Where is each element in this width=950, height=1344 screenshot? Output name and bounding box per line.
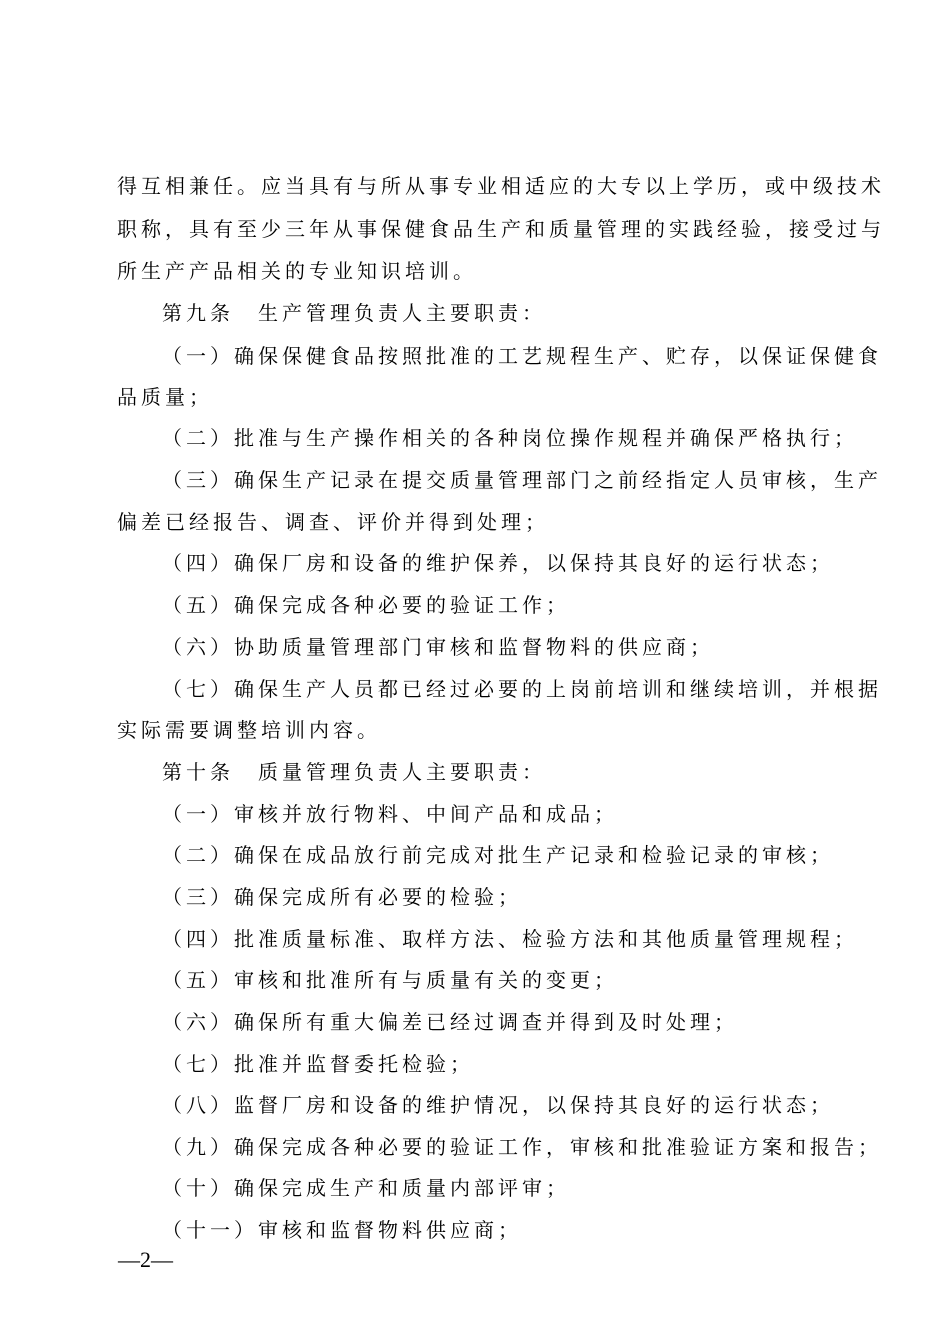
text-line: （六）协助质量管理部门审核和监督物料的供应商； [162, 635, 714, 659]
text-line: （一）审核并放行物料、中间产品和成品； [162, 802, 618, 826]
text-line: 得互相兼任。应当具有与所从事专业相适应的大专以上学历，或中级技术 [117, 174, 885, 198]
text-line: （二）确保在成品放行前完成对批生产记录和检验记录的审核； [162, 843, 834, 867]
text-line: 品质量； [117, 385, 213, 409]
text-line: 职称，具有至少三年从事保健食品生产和质量管理的实践经验，接受过与 [117, 217, 885, 241]
text-line: 所生产产品相关的专业知识培训。 [117, 259, 477, 283]
text-line: （八）监督厂房和设备的维护情况，以保持其良好的运行状态； [162, 1093, 834, 1117]
text-line: （三）确保生产记录在提交质量管理部门之前经指定人员审核，生产 [162, 468, 882, 492]
text-line: （七）批准并监督委托检验； [162, 1052, 474, 1076]
page-number: —2— [118, 1247, 173, 1272]
text-line: （三）确保完成所有必要的检验； [162, 885, 522, 909]
article-heading: 第九条 生产管理负责人主要职责： [162, 301, 546, 325]
text-line: （七）确保生产人员都已经过必要的上岗前培训和继续培训，并根据 [162, 677, 882, 701]
text-line: 偏差已经报告、调查、评价并得到处理； [117, 510, 549, 534]
text-line: （九）确保完成各种必要的验证工作，审核和批准验证方案和报告； [162, 1135, 882, 1159]
text-line: （五）审核和批准所有与质量有关的变更； [162, 968, 618, 992]
text-line: （四）批准质量标准、取样方法、检验方法和其他质量管理规程； [162, 927, 858, 951]
text-line: （一）确保保健食品按照批准的工艺规程生产、贮存，以保证保健食 [162, 344, 882, 368]
text-line: （十）确保完成生产和质量内部评审； [162, 1176, 570, 1200]
text-line: 实际需要调整培训内容。 [117, 718, 381, 742]
text-line: （六）确保所有重大偏差已经过调查并得到及时处理； [162, 1010, 738, 1034]
text-line: （五）确保完成各种必要的验证工作； [162, 593, 570, 617]
text-line: （十一）审核和监督物料供应商； [162, 1218, 522, 1242]
text-line: （四）确保厂房和设备的维护保养，以保持其良好的运行状态； [162, 551, 834, 575]
article-heading: 第十条 质量管理负责人主要职责： [162, 760, 546, 784]
text-line: （二）批准与生产操作相关的各种岗位操作规程并确保严格执行； [162, 426, 858, 450]
